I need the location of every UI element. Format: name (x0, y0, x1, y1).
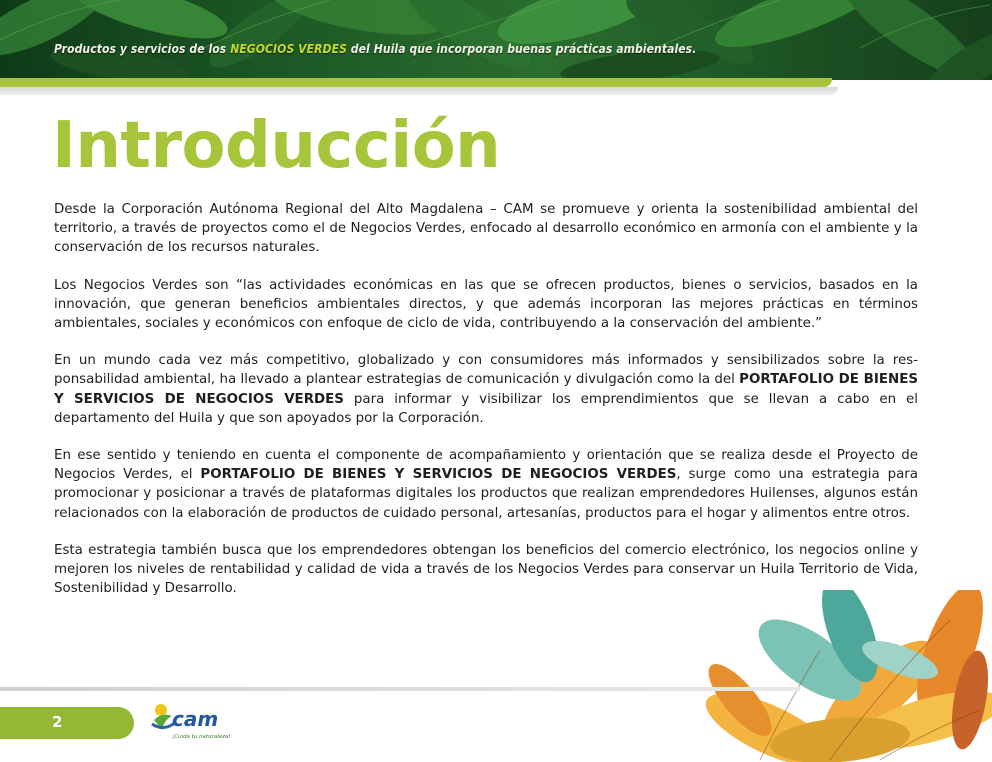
logo-tagline: ¡Cuida tu naturaleza! (172, 734, 231, 740)
paragraph-5: Esta estrategia también busca que los emprendedores obtengan los beneficios del comercio electrónico, los negocios online y mejoren los niveles de rentabilidad y calidad de vida a través de los Negocios Verdes para conservar un Huila Territorio de Vida, Sostenibilidad y Desarrollo. (54, 542, 918, 597)
banner-text-post: del Huila que incorporan buenas prácticas ambientales. (346, 42, 697, 56)
cam-logo (150, 700, 240, 742)
header-banner (0, 0, 992, 80)
logo-wordmark: cam (172, 707, 219, 731)
page-number: 2 (52, 713, 63, 731)
paragraph-4-bold: PORTAFOLIO DE BIENES Y SERVICIOS DE NEGOCIOS VERDES (200, 467, 677, 483)
paragraph-2: Los Negocios Verdes son “las actividades económicas en las que se ofrecen productos, bienes o servicios, basados en la innovación, que generan beneficios ambientales directos, y que además incorporan las mejores prácticas en términos ambientales, sociales y económicos con enfoque de ciclo de vida, contribuyendo a la conservación del ambiente.” (54, 277, 918, 332)
page-title: Introducción (52, 109, 501, 183)
decorative-leaves-illustration (700, 590, 992, 762)
paragraph-3 (54, 351, 918, 428)
paragraph-4-text-b: , surge como una estrategia para promocionar y posicionar a través de plataformas digitales los productos que realizan emprendedores Huilenses, algunos están relacionados con la elaboración de productos de cuidado personal, artesanías, productos para el hogar y alimentos entre otros. (54, 467, 918, 521)
banner-text-pre: Productos y servicios de los (54, 42, 231, 56)
footer-divider (0, 687, 800, 691)
paragraph-3-text-a: En un mundo cada vez más competitivo, globalizado y con consumidores más informados y sensibilizados sobre la responsabilidad ambiental, ha llevado a plantear estrategias de comunicación y divulgación como la del (54, 353, 918, 388)
paragraph-4-text-a: En ese sentido y teniendo en cuenta el componente de acompañamiento y orientación que se realiza desde el Proyecto de Negocios Verdes, el (54, 448, 918, 483)
page-number-tab (0, 707, 134, 739)
paragraph-3-bold: PORTAFOLIO DE BIENES Y SERVICIOS DE NEGOCIOS VERDES (54, 372, 918, 407)
paragraph-4 (54, 446, 918, 523)
jungle-leaves-background (0, 0, 992, 80)
paragraph-1: Desde la Corporación Autónoma Regional del Alto Magdalena – CAM se promueve y orienta la sostenibilidad ambiental del territorio, a través de proyectos como el de Negocios Verdes, enfocado al desarrollo económico en armonía con el ambiente y la conservación de los recursos naturales. (54, 202, 918, 256)
paragraph-3-text-b: para informar y visibilizar los emprendimientos que se llevan a cabo en el departamento del Huila y que son apoyados por la Corporación. (54, 391, 918, 426)
body-text (54, 200, 918, 616)
banner-text-highlight: NEGOCIOS VERDES (230, 42, 347, 56)
banner-title (54, 42, 696, 56)
header-green-stripe (0, 78, 832, 87)
header-grey-stripe (0, 87, 838, 95)
sun-icon (155, 704, 167, 716)
